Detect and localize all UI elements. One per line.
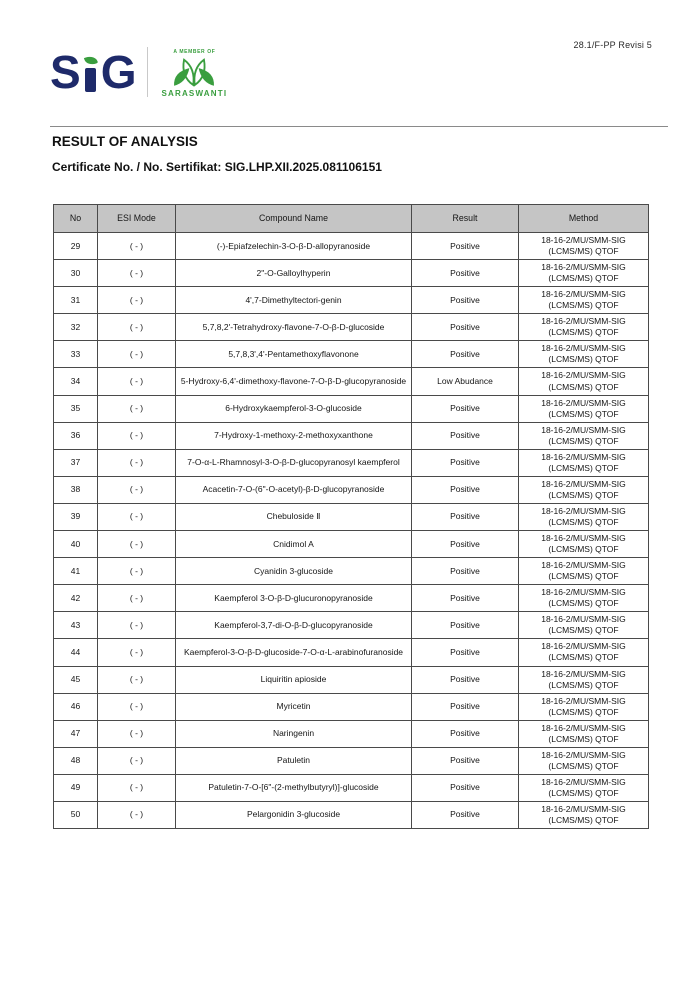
table-row xyxy=(54,612,649,639)
cell-compound-name: 5,7,8,3',4'-Pentamethoxyflavonone xyxy=(176,341,412,368)
table-row xyxy=(54,314,649,341)
cell-no: 46 xyxy=(54,693,98,720)
cell-esi-mode: ( - ) xyxy=(98,531,176,558)
column-header-method: Method xyxy=(519,205,649,233)
member-of-label: A MEMBER OF xyxy=(173,48,216,55)
cell-result: Positive xyxy=(412,693,519,720)
cell-no: 43 xyxy=(54,612,98,639)
cell-compound-name: 5-Hydroxy-6,4'-dimethoxy-flavone-7-O-β-D-glucopyranoside xyxy=(176,368,412,395)
table-row xyxy=(54,287,649,314)
table-row xyxy=(54,801,649,828)
table-row xyxy=(54,585,649,612)
cell-compound-name: Liquiritin apioside xyxy=(176,666,412,693)
cell-no: 48 xyxy=(54,747,98,774)
cell-method: 18-16-2/MU/SMM-SIG (LCMS/MS) QTOF xyxy=(519,747,649,774)
table-row xyxy=(54,233,649,260)
cell-esi-mode: ( - ) xyxy=(98,639,176,666)
cell-compound-name: Kaempferol 3-O-β-D-glucuronopyranoside xyxy=(176,585,412,612)
column-header-compound-name: Compound Name xyxy=(176,205,412,233)
table-row xyxy=(54,639,649,666)
cell-result: Positive xyxy=(412,747,519,774)
cell-esi-mode: ( - ) xyxy=(98,287,176,314)
table-row xyxy=(54,693,649,720)
saraswanti-label: SARASWANTI xyxy=(161,88,228,98)
cell-esi-mode: ( - ) xyxy=(98,341,176,368)
cell-esi-mode: ( - ) xyxy=(98,558,176,585)
cell-compound-name: (-)-Epiafzelechin-3-O-β-D-allopyranoside xyxy=(176,233,412,260)
cell-no: 45 xyxy=(54,666,98,693)
cell-method: 18-16-2/MU/SMM-SIG (LCMS/MS) QTOF xyxy=(519,395,649,422)
cell-result: Positive xyxy=(412,314,519,341)
section-rule xyxy=(50,126,668,127)
cell-esi-mode: ( - ) xyxy=(98,476,176,503)
cell-no: 41 xyxy=(54,558,98,585)
cell-result: Positive xyxy=(412,666,519,693)
header-logo-block xyxy=(50,42,227,102)
column-header-result: Result xyxy=(412,205,519,233)
cell-result: Positive xyxy=(412,585,519,612)
cell-esi-mode: ( - ) xyxy=(98,774,176,801)
cell-method: 18-16-2/MU/SMM-SIG (LCMS/MS) QTOF xyxy=(519,503,649,530)
cell-result: Positive xyxy=(412,287,519,314)
cell-esi-mode: ( - ) xyxy=(98,233,176,260)
cell-no: 32 xyxy=(54,314,98,341)
cell-compound-name: Pelargonidin 3-glucoside xyxy=(176,801,412,828)
cell-no: 31 xyxy=(54,287,98,314)
doc-revision-code: 28.1/F-PP Revisi 5 xyxy=(573,40,652,50)
cell-result: Positive xyxy=(412,341,519,368)
cell-method: 18-16-2/MU/SMM-SIG (LCMS/MS) QTOF xyxy=(519,720,649,747)
cell-esi-mode: ( - ) xyxy=(98,693,176,720)
cell-method: 18-16-2/MU/SMM-SIG (LCMS/MS) QTOF xyxy=(519,476,649,503)
cell-result: Positive xyxy=(412,395,519,422)
cell-no: 39 xyxy=(54,503,98,530)
cell-result: Positive xyxy=(412,260,519,287)
cell-method: 18-16-2/MU/SMM-SIG (LCMS/MS) QTOF xyxy=(519,531,649,558)
cell-method: 18-16-2/MU/SMM-SIG (LCMS/MS) QTOF xyxy=(519,422,649,449)
cell-no: 38 xyxy=(54,476,98,503)
cell-method: 18-16-2/MU/SMM-SIG (LCMS/MS) QTOF xyxy=(519,233,649,260)
cell-esi-mode: ( - ) xyxy=(98,801,176,828)
cell-method: 18-16-2/MU/SMM-SIG (LCMS/MS) QTOF xyxy=(519,368,649,395)
cell-compound-name: Chebuloside Ⅱ xyxy=(176,503,412,530)
cell-method: 18-16-2/MU/SMM-SIG (LCMS/MS) QTOF xyxy=(519,585,649,612)
cell-compound-name: Naringenin xyxy=(176,720,412,747)
cell-method: 18-16-2/MU/SMM-SIG (LCMS/MS) QTOF xyxy=(519,558,649,585)
cell-compound-name: 2"-O-Galloylhyperin xyxy=(176,260,412,287)
table-row xyxy=(54,558,649,585)
cell-compound-name: 7-O-α-L-Rhamnosyl-3-O-β-D-glucopyranosyl kaempferol xyxy=(176,449,412,476)
column-header-no: No xyxy=(54,205,98,233)
table-row xyxy=(54,747,649,774)
cell-result: Positive xyxy=(412,612,519,639)
cell-esi-mode: ( - ) xyxy=(98,747,176,774)
cell-no: 34 xyxy=(54,368,98,395)
table-row xyxy=(54,341,649,368)
cell-method: 18-16-2/MU/SMM-SIG (LCMS/MS) QTOF xyxy=(519,612,649,639)
cell-method: 18-16-2/MU/SMM-SIG (LCMS/MS) QTOF xyxy=(519,666,649,693)
table-header-row xyxy=(54,205,649,233)
cell-method: 18-16-2/MU/SMM-SIG (LCMS/MS) QTOF xyxy=(519,801,649,828)
cell-esi-mode: ( - ) xyxy=(98,585,176,612)
cell-no: 30 xyxy=(54,260,98,287)
sig-letter-s: S xyxy=(50,45,79,98)
cell-compound-name: Cnidimol A xyxy=(176,531,412,558)
cell-compound-name: Myricetin xyxy=(176,693,412,720)
results-table xyxy=(53,204,649,829)
cell-method: 18-16-2/MU/SMM-SIG (LCMS/MS) QTOF xyxy=(519,693,649,720)
cell-compound-name: 6-Hydroxykaempferol-3-O-glucoside xyxy=(176,395,412,422)
cell-no: 36 xyxy=(54,422,98,449)
cell-esi-mode: ( - ) xyxy=(98,612,176,639)
certificate-number: Certificate No. / No. Sertifikat: SIG.LHP.XII.2025.081106151 xyxy=(52,160,382,174)
cell-result: Positive xyxy=(412,449,519,476)
cell-esi-mode: ( - ) xyxy=(98,720,176,747)
cell-result: Positive xyxy=(412,531,519,558)
column-header-esi-mode: ESI Mode xyxy=(98,205,176,233)
cell-method: 18-16-2/MU/SMM-SIG (LCMS/MS) QTOF xyxy=(519,260,649,287)
table-row xyxy=(54,720,649,747)
sig-logo xyxy=(50,45,135,98)
cell-no: 35 xyxy=(54,395,98,422)
cell-result: Positive xyxy=(412,558,519,585)
cell-compound-name: Kaempferol-3,7-di-O-β-D-glucopyranoside xyxy=(176,612,412,639)
cell-result: Positive xyxy=(412,801,519,828)
cell-esi-mode: ( - ) xyxy=(98,314,176,341)
cell-compound-name: 5,7,8,2'-Tetrahydroxy-flavone-7-O-β-D-glucoside xyxy=(176,314,412,341)
cell-no: 42 xyxy=(54,585,98,612)
table-row xyxy=(54,449,649,476)
cell-method: 18-16-2/MU/SMM-SIG (LCMS/MS) QTOF xyxy=(519,314,649,341)
table-row xyxy=(54,368,649,395)
cell-method: 18-16-2/MU/SMM-SIG (LCMS/MS) QTOF xyxy=(519,774,649,801)
cell-esi-mode: ( - ) xyxy=(98,449,176,476)
saraswanti-leaf-icon xyxy=(171,56,217,88)
cell-no: 37 xyxy=(54,449,98,476)
cell-method: 18-16-2/MU/SMM-SIG (LCMS/MS) QTOF xyxy=(519,449,649,476)
table-row xyxy=(54,503,649,530)
logo-divider xyxy=(147,47,148,97)
cell-esi-mode: ( - ) xyxy=(98,422,176,449)
table-body xyxy=(54,233,649,829)
saraswanti-logo xyxy=(161,47,227,98)
table-row xyxy=(54,260,649,287)
table-row xyxy=(54,422,649,449)
cell-compound-name: Patuletin-7-O-[6"-(2-methylbutyryl)]-glucoside xyxy=(176,774,412,801)
cell-result: Positive xyxy=(412,774,519,801)
cell-esi-mode: ( - ) xyxy=(98,666,176,693)
cell-no: 29 xyxy=(54,233,98,260)
cell-esi-mode: ( - ) xyxy=(98,260,176,287)
sig-letter-g: G xyxy=(100,45,135,98)
cell-no: 49 xyxy=(54,774,98,801)
cell-compound-name: Acacetin-7-O-(6"-O-acetyl)-β-D-glucopyranoside xyxy=(176,476,412,503)
cell-compound-name: 7-Hydroxy-1-methoxy-2-methoxyxanthone xyxy=(176,422,412,449)
table-row xyxy=(54,774,649,801)
cell-esi-mode: ( - ) xyxy=(98,368,176,395)
cell-no: 50 xyxy=(54,801,98,828)
cell-result: Positive xyxy=(412,503,519,530)
cell-result: Positive xyxy=(412,422,519,449)
cell-no: 47 xyxy=(54,720,98,747)
cell-compound-name: Cyanidin 3-glucoside xyxy=(176,558,412,585)
sig-letter-i xyxy=(84,58,97,92)
table-row xyxy=(54,476,649,503)
page-title: RESULT OF ANALYSIS xyxy=(52,134,198,149)
table-row xyxy=(54,531,649,558)
cell-compound-name: Kaempferol-3-O-β-D-glucoside-7-O-α-L-arabinofuranoside xyxy=(176,639,412,666)
cell-no: 40 xyxy=(54,531,98,558)
leaf-dot-icon xyxy=(84,55,98,67)
cell-result: Low Abudance xyxy=(412,368,519,395)
cell-method: 18-16-2/MU/SMM-SIG (LCMS/MS) QTOF xyxy=(519,639,649,666)
cell-result: Positive xyxy=(412,476,519,503)
cell-esi-mode: ( - ) xyxy=(98,395,176,422)
cell-result: Positive xyxy=(412,720,519,747)
table-row xyxy=(54,666,649,693)
cell-method: 18-16-2/MU/SMM-SIG (LCMS/MS) QTOF xyxy=(519,287,649,314)
cell-method: 18-16-2/MU/SMM-SIG (LCMS/MS) QTOF xyxy=(519,341,649,368)
cell-result: Positive xyxy=(412,233,519,260)
cell-no: 33 xyxy=(54,341,98,368)
cell-compound-name: 4',7-Dimethyltectori-genin xyxy=(176,287,412,314)
cell-compound-name: Patuletin xyxy=(176,747,412,774)
cell-esi-mode: ( - ) xyxy=(98,503,176,530)
cell-no: 44 xyxy=(54,639,98,666)
table-row xyxy=(54,395,649,422)
cell-result: Positive xyxy=(412,639,519,666)
